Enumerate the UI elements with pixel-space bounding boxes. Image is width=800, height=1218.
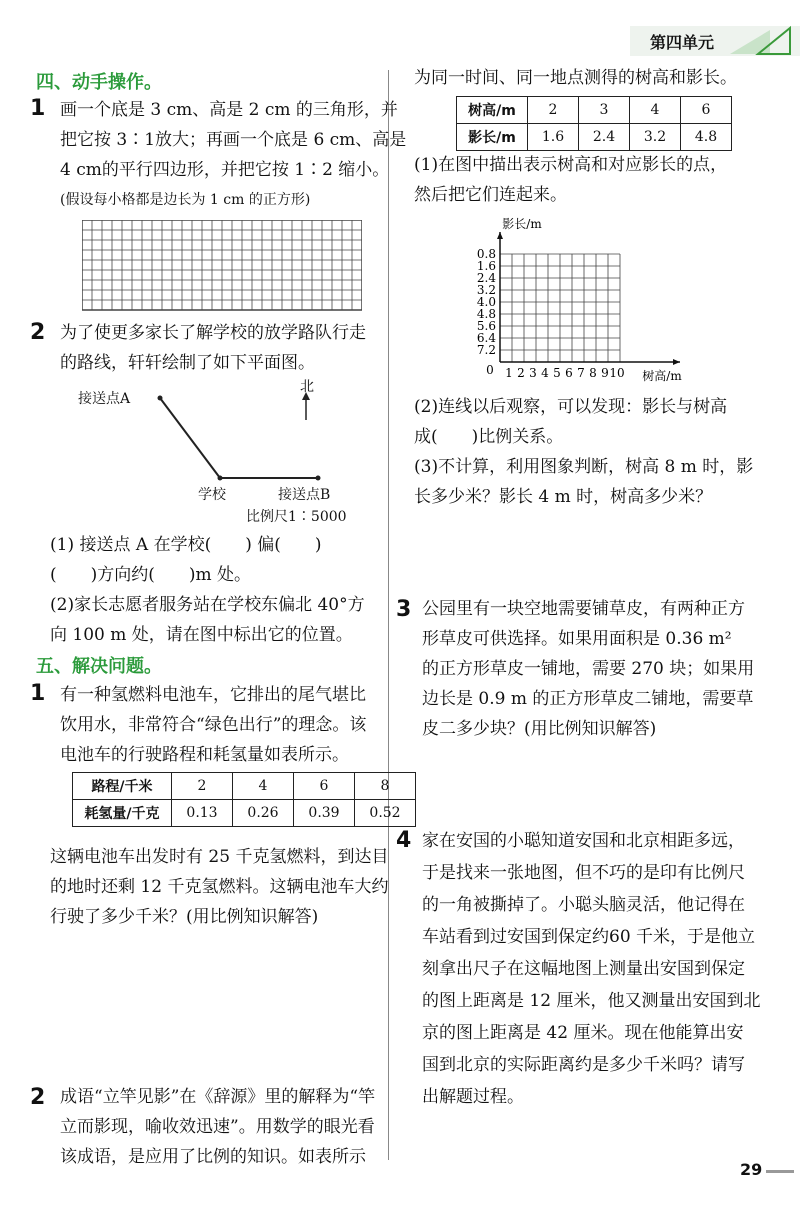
y-tick-label: 6.4 [476, 331, 496, 345]
page-number: 29 [740, 1160, 763, 1179]
y-axis-arrow-icon [497, 232, 503, 239]
x-tick-label: 2 [517, 366, 525, 380]
table-cell: 0.13 [172, 800, 233, 827]
s5-q1-after3: 行驶了多少千米？(用比例知识解答) [50, 907, 319, 927]
s5-q1-line1: 有一种氢燃料电池车，它排出的尾气堪比 [60, 685, 366, 705]
s4-q2-number: 2 [30, 320, 46, 345]
s5-q1-after2: 的地时还剩 12 千克氢燃料。这辆电池车大约 [50, 877, 389, 897]
table-cell: 4 [233, 773, 294, 800]
point-b-dot [316, 476, 321, 481]
s5-q3-number: 3 [396, 597, 412, 622]
s5-q2-line2: 立而影现，喻收效迅速”。用数学的眼光看 [60, 1117, 375, 1137]
table-header-cell: 耗氢量/千克 [73, 800, 172, 827]
s5-q2-cont: 为同一时间、同一地点测得的树高和影长。 [414, 68, 737, 88]
s4-q1-text [60, 95, 406, 215]
table-cell: 1.6 [528, 124, 579, 151]
x-axis-arrow-icon [673, 359, 680, 365]
s5-q3-line1: 公园里有一块空地需要铺草皮，有两种正方 [422, 599, 745, 619]
tree-shadow-chart[interactable] [440, 212, 690, 394]
s5-q3-text [422, 594, 754, 744]
s5-q2-sub1b: 然后把它们连起来。 [414, 185, 567, 205]
map-school: 学校 [198, 487, 226, 503]
s5-q4-line9: 出解题过程。 [422, 1087, 524, 1107]
column-divider [388, 70, 389, 1160]
y-tick-label: 0.8 [476, 247, 496, 261]
s5-q2-sub2a: (2)连线以后观察，可以发现：影长与树高 [414, 397, 728, 417]
x-axis-label: 树高/m [642, 369, 682, 383]
s5-q4-line6: 的图上距离是 12 厘米，他又测量出安国到北 [422, 991, 761, 1011]
table-cell: 4.8 [681, 124, 732, 151]
section4-title: 四、动手操作。 [36, 72, 162, 93]
x-tick-label: 6 [565, 366, 573, 380]
map-point-b: 接送点B [278, 487, 331, 503]
x-tick-label: 4 [541, 366, 549, 380]
s4-q2-line1: 为了使更多家长了解学校的放学路队行走 [60, 323, 366, 343]
s5-q2-sub1a: (1)在图中描出表示树高和对应影长的点， [414, 155, 728, 175]
table-cell: 0.39 [294, 800, 355, 827]
route-a-school [160, 398, 220, 478]
table-cell: 2.4 [579, 124, 630, 151]
table-cell: 4 [630, 97, 681, 124]
s5-q2-sub2b: 成( )比例关系。 [414, 427, 564, 447]
y-axis-label: 影长/m [502, 217, 542, 231]
s5-q4-text [422, 825, 760, 1113]
s5-q2-sub3a: (3)不计算，利用图象判断，树高 8 m 时，影 [414, 457, 754, 477]
table-cell: 2 [528, 97, 579, 124]
x-tick-label: 1 [505, 366, 513, 380]
map-point-a: 接送点A [78, 391, 131, 407]
s5-q4-line3: 的一角被撕掉了。小聪头脑灵活，他记得在 [422, 895, 745, 915]
s5-q3-line5: 皮二多少块？(用比例知识解答) [422, 719, 657, 739]
y-tick-label: 4.8 [476, 307, 496, 321]
s4-q1-note: (假设每小格都是边长为 1 cm 的正方形) [60, 192, 311, 208]
table-header-cell: 影长/m [457, 124, 528, 151]
s5-q4-number: 4 [396, 828, 412, 853]
s5-q4-line7: 京的图上距离是 42 厘米。现在他能算出安 [422, 1023, 744, 1043]
table-cell: 6 [681, 97, 732, 124]
y-tick-label: 3.2 [476, 283, 496, 297]
s5-q1-after1: 这辆电池车出发时有 25 千克氢燃料，到达目 [50, 847, 389, 867]
table-cell: 2 [172, 773, 233, 800]
table-cell: 8 [355, 773, 416, 800]
s5-q3-line2: 形草皮可供选择。如果用面积是 0.36 m² [422, 629, 732, 649]
s5-q1-number: 1 [30, 681, 46, 706]
s5-q4-line4: 车站看到过安国到保定约60 千米，于是他立 [422, 927, 756, 947]
section5-title: 五、解决问题。 [36, 656, 162, 677]
s5-q2-sub3b: 长多少米？影长 4 m 时，树高多少米？ [414, 487, 713, 507]
hydrogen-table [72, 772, 416, 827]
s5-q2-sub1 [414, 150, 727, 210]
map-scale: 比例尺1∶5000 [246, 509, 347, 525]
y-tick-label: 4.0 [476, 295, 496, 309]
s5-q4-line5: 刻拿出尺子在这幅地图上测量出安国到保定 [422, 959, 745, 979]
x-tick-label: 5 [553, 366, 561, 380]
s5-q1-line2: 饮用水，非常符合“绿色出行”的理念。该 [60, 715, 367, 735]
s5-q4-line8: 国到北京的实际距离约是多少千米吗？请写 [422, 1055, 745, 1075]
s5-q3-line4: 边长是 0.9 m 的正方形草皮二铺地，需要草 [422, 689, 754, 709]
x-tick-label: 7 [577, 366, 585, 380]
tree-table [456, 96, 732, 151]
s4-q2-sub1a: (1) 接送点 A 在学校( ) 偏( ) [50, 535, 322, 555]
y-tick-label: 1.6 [476, 259, 496, 273]
table-cell: 0.52 [355, 800, 416, 827]
table-header-cell: 路程/千米 [73, 773, 172, 800]
table-row [457, 124, 732, 151]
s5-q4-line2: 于是找来一张地图，但不巧的是印有比例尺 [422, 863, 745, 883]
y-tick-label: 7.2 [476, 343, 496, 357]
s4-q1-line2: 把它按 3∶1放大；再画一个底是 6 cm、高是 [60, 130, 407, 150]
drawing-grid[interactable] [82, 220, 362, 312]
table-row [73, 773, 416, 800]
unit-header [630, 24, 800, 58]
table-cell: 3 [579, 97, 630, 124]
s4-q2-sub2b: 向 100 m 处，请在图中标出它的位置。 [50, 625, 353, 645]
s4-q1-line1: 画一个底是 3 cm、高是 2 cm 的三角形，并 [60, 100, 398, 120]
s5-q1-after [50, 842, 388, 932]
table-row [73, 800, 416, 827]
school-dot [218, 476, 223, 481]
s5-q2-text [60, 1082, 375, 1172]
x-tick-label: 9 [601, 366, 609, 380]
s5-q4-line1: 家在安国的小聪知道安国和北京相距多远， [422, 831, 745, 851]
table-cell: 3.2 [630, 124, 681, 151]
map-north: 北 [300, 379, 314, 395]
table-header-cell: 树高/m [457, 97, 528, 124]
s4-q1-number: 1 [30, 96, 46, 121]
s4-q1-line3: 4 cm的平行四边形，并把它按 1∶2 缩小。 [60, 160, 390, 180]
point-a-dot [158, 396, 163, 401]
y-tick-label: 5.6 [476, 319, 496, 333]
s5-q2-sub23 [414, 392, 753, 512]
s4-q2-line2: 的路线，轩轩绘制了如下平面图。 [60, 353, 315, 373]
x-tick-label: 8 [589, 366, 597, 380]
page-number-rule [766, 1170, 794, 1173]
origin-label: 0 [486, 363, 494, 377]
unit-title: 第四单元 [650, 33, 715, 52]
s5-q1-line3: 电池车的行驶路程和耗氢量如表所示。 [60, 745, 349, 765]
s5-q2-line1: 成语“立竿见影”在《辞源》里的解释为“竿 [60, 1087, 376, 1107]
x-tick-label: 10 [609, 366, 625, 380]
s5-q2-number: 2 [30, 1085, 46, 1110]
s4-q2-subs [50, 530, 365, 650]
s5-q1-text [60, 680, 366, 770]
s4-q2-sub1b: ( )方向约( )m 处。 [50, 565, 252, 585]
x-tick-label: 3 [529, 366, 537, 380]
s5-q3-line3: 的正方形草皮一铺地，需要 270 块；如果用 [422, 659, 755, 679]
table-row [457, 97, 732, 124]
s5-q2-line3: 该成语，是应用了比例的知识。如表所示 [60, 1147, 366, 1167]
s4-q2-sub2a: (2)家长志愿者服务站在学校东偏北 40°方 [50, 595, 365, 615]
y-tick-label: 2.4 [476, 271, 496, 285]
table-cell: 0.26 [233, 800, 294, 827]
table-cell: 6 [294, 773, 355, 800]
s4-q2-text [60, 318, 366, 378]
